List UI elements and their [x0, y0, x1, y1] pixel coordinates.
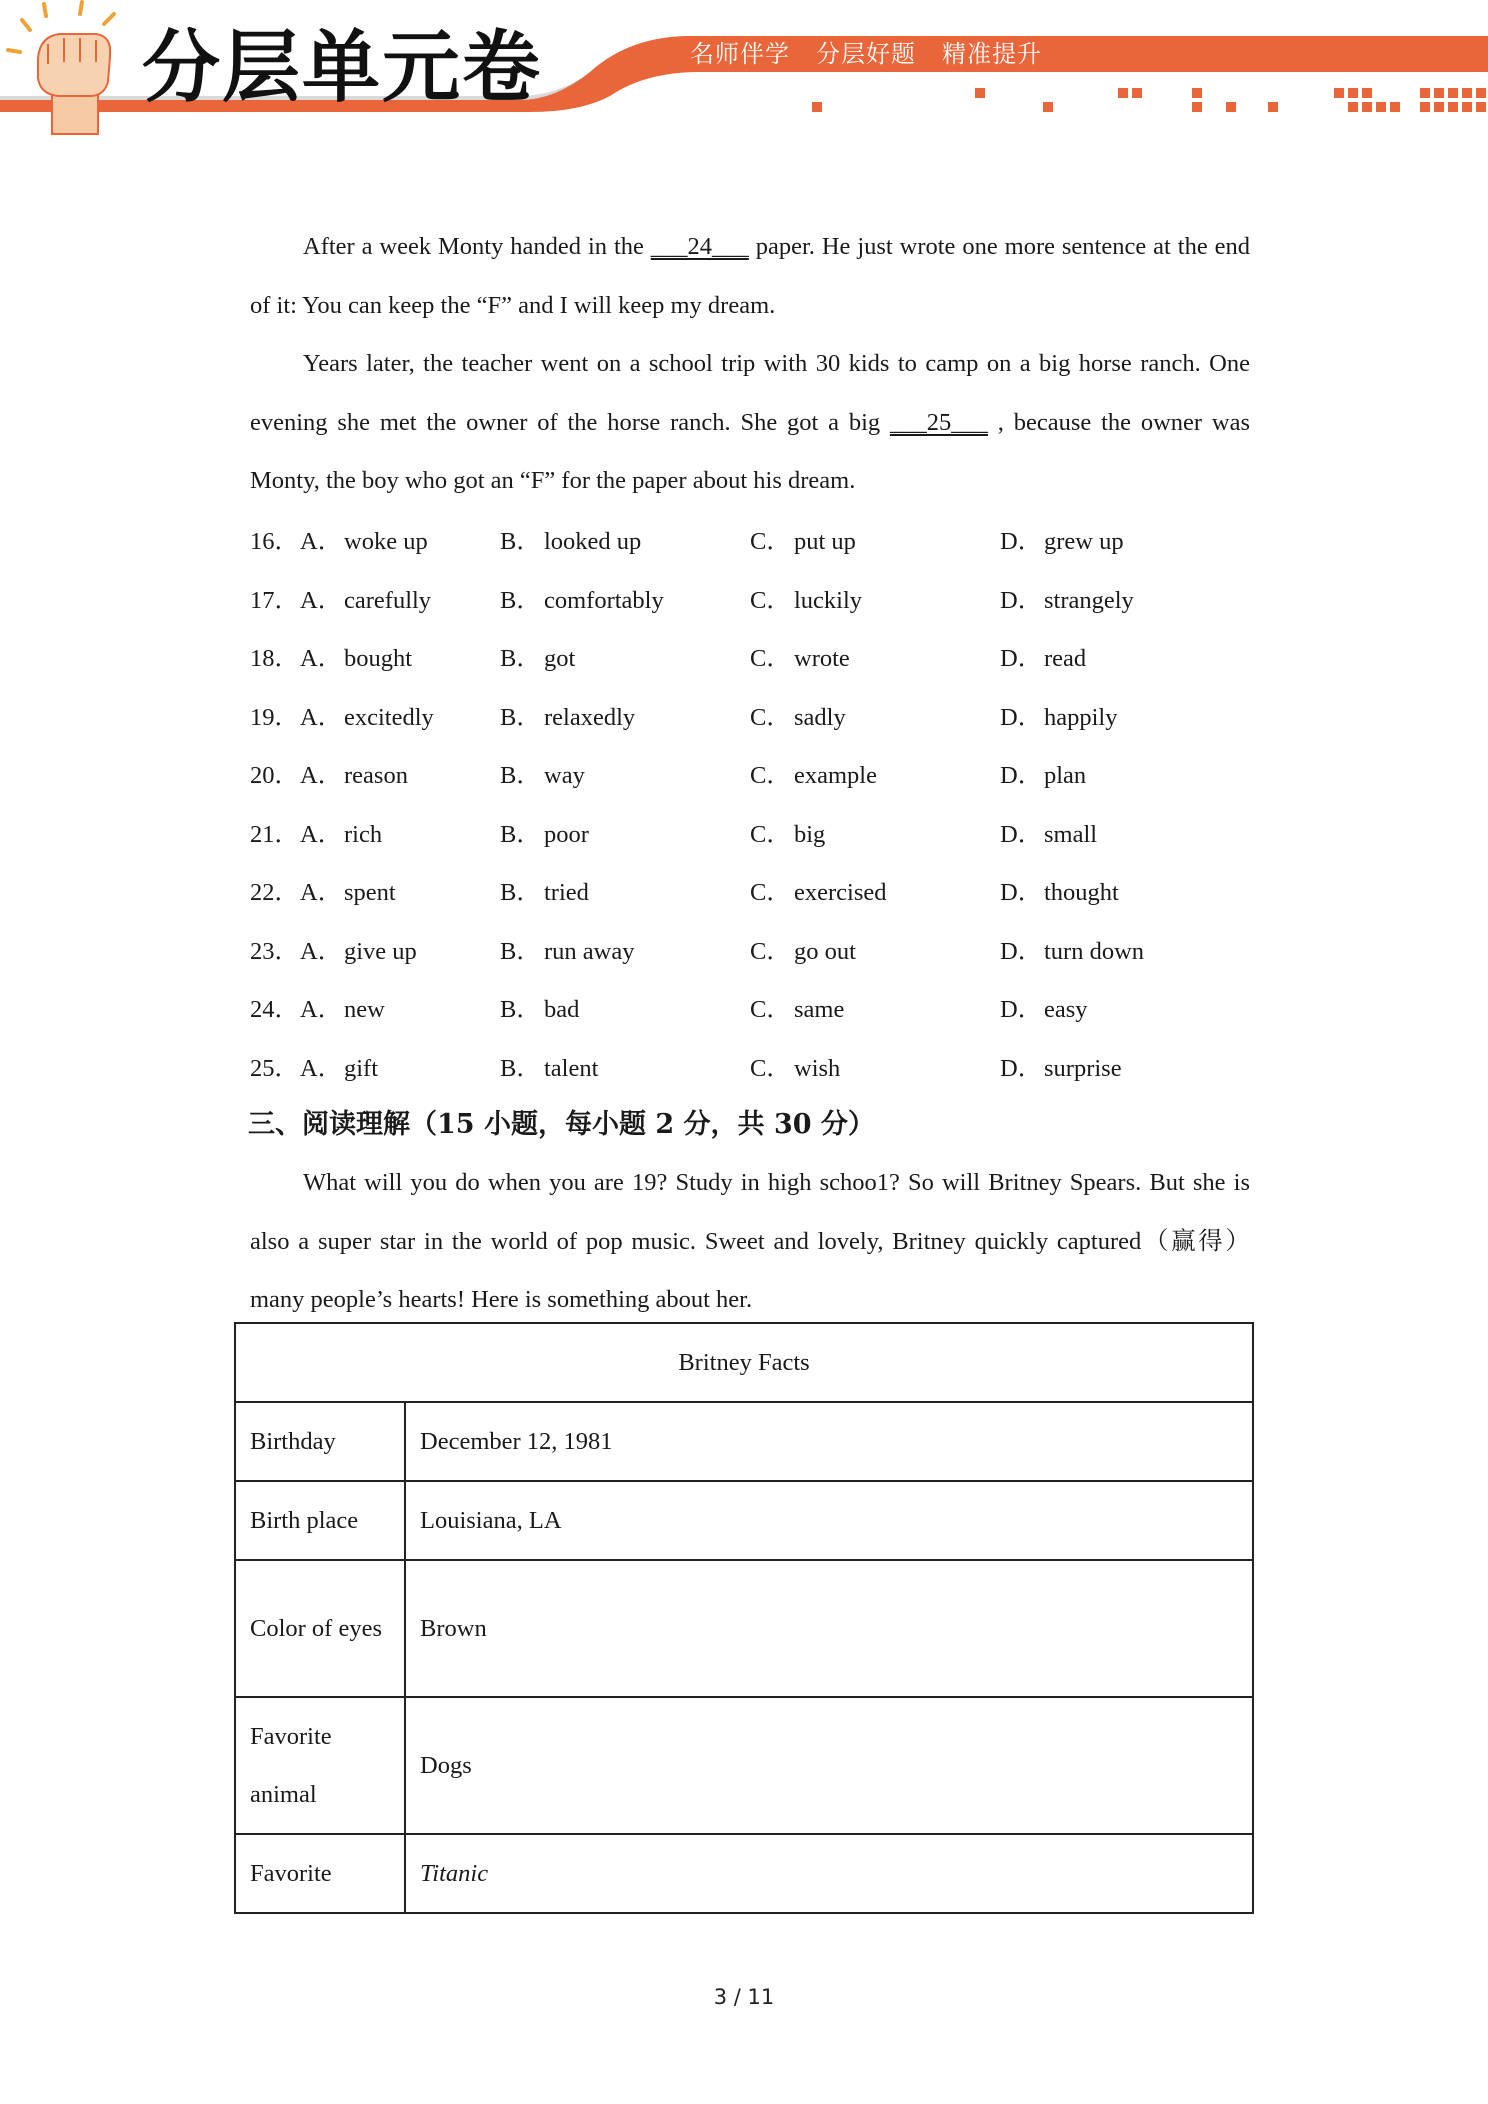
- option-c: [750, 815, 1000, 850]
- option-letter: A．: [300, 703, 343, 731]
- question-number: 21．: [250, 820, 299, 848]
- header-slogan: [690, 34, 1068, 69]
- question-number: 17．: [250, 586, 299, 614]
- reading-intro: What will you do when you are 19? Study in high schoo1? So will Britney Spears. But she is also a super star in the world of pop music. Sweet and lovely, Britney quickly captured（赢得）many people’s hearts! Here is something about her.: [250, 1169, 1250, 1313]
- option-text: same: [794, 996, 845, 1024]
- option-c: [750, 698, 1000, 733]
- option-text: read: [1044, 645, 1087, 673]
- option-letter: B．: [500, 1054, 541, 1082]
- option-letter: A．: [300, 762, 343, 790]
- fact-key: Birth place: [235, 1481, 405, 1560]
- option-letter: C．: [750, 645, 791, 673]
- section-title: 三、阅读理解（15 小题，每小题 2 分，共 30 分）: [248, 1108, 875, 1140]
- page-header: [0, 0, 1488, 140]
- option-text: spent: [344, 879, 396, 907]
- fact-value: Louisiana, LA: [405, 1481, 1253, 1560]
- slogan-item: 名师伴学: [690, 40, 790, 68]
- table-row: [235, 1697, 1253, 1834]
- table-row: [235, 1834, 1253, 1913]
- fact-value: Brown: [405, 1560, 1253, 1697]
- option-letter: C．: [750, 762, 791, 790]
- option-letter: B．: [500, 703, 541, 731]
- option-letter: C．: [750, 586, 791, 614]
- option-d: [1000, 1049, 1250, 1084]
- option-letter: A．: [300, 645, 343, 673]
- option-d: [1000, 990, 1250, 1025]
- question-number: 25．: [250, 1054, 299, 1082]
- option-text: happily: [1044, 703, 1118, 731]
- slogan-item: 精准提升: [942, 40, 1042, 68]
- option-letter: B．: [500, 645, 541, 673]
- option-a: [300, 990, 500, 1025]
- option-a: [300, 698, 500, 733]
- option-c: [750, 581, 1000, 616]
- option-a: [300, 522, 500, 557]
- table-row: [235, 1402, 1253, 1481]
- option-text: way: [544, 762, 585, 790]
- question-row: [250, 803, 1250, 862]
- option-letter: A．: [300, 1054, 343, 1082]
- passage-paragraph: [250, 335, 1250, 511]
- option-letter: C．: [750, 996, 791, 1024]
- option-text: surprise: [1044, 1054, 1122, 1082]
- option-b: [500, 932, 750, 967]
- option-b: [500, 990, 750, 1025]
- option-text: gift: [344, 1054, 379, 1082]
- option-letter: D．: [1000, 645, 1043, 673]
- option-text: big: [794, 820, 826, 848]
- option-text: run away: [544, 937, 635, 965]
- option-d: [1000, 522, 1250, 557]
- option-letter: A．: [300, 937, 343, 965]
- option-a: [300, 639, 500, 674]
- option-letter: B．: [500, 820, 541, 848]
- question-row: [250, 686, 1250, 745]
- option-letter: B．: [500, 996, 541, 1024]
- fact-key: Color of eyes: [235, 1560, 405, 1697]
- option-a: [300, 756, 500, 791]
- facts-table: [234, 1322, 1254, 1914]
- question-number: 20．: [250, 762, 299, 790]
- option-letter: C．: [750, 879, 791, 907]
- option-text: wish: [794, 1054, 841, 1082]
- question-number: 18．: [250, 645, 299, 673]
- option-letter: D．: [1000, 879, 1043, 907]
- option-text: put up: [794, 528, 856, 556]
- option-text: give up: [344, 937, 417, 965]
- option-text: easy: [1044, 996, 1088, 1024]
- option-text: sadly: [794, 703, 846, 731]
- option-d: [1000, 698, 1250, 733]
- text-run: After a week Monty handed in the: [303, 233, 651, 260]
- option-text: grew up: [1044, 528, 1124, 556]
- option-b: [500, 698, 750, 733]
- option-text: looked up: [544, 528, 642, 556]
- question-number: 16．: [250, 528, 299, 556]
- option-text: new: [344, 996, 385, 1024]
- option-letter: A．: [300, 586, 343, 614]
- option-letter: A．: [300, 879, 343, 907]
- option-text: strangely: [1044, 586, 1134, 614]
- table-title: Britney Facts: [235, 1323, 1253, 1402]
- option-letter: B．: [500, 528, 541, 556]
- option-text: bad: [544, 996, 580, 1024]
- option-a: [300, 1049, 500, 1084]
- option-letter: D．: [1000, 996, 1043, 1024]
- blank-24: ___24___: [650, 233, 749, 260]
- option-a: [300, 815, 500, 850]
- option-c: [750, 932, 1000, 967]
- option-text: talent: [544, 1054, 599, 1082]
- option-letter: D．: [1000, 586, 1043, 614]
- brand-title: 分层单元卷: [142, 23, 543, 113]
- option-letter: C．: [750, 528, 791, 556]
- text-run: paper. He just wrote one more sentence at the end of it: You can keep the “F” and I will keep my dream.: [250, 233, 1250, 319]
- question-row: [250, 1037, 1250, 1096]
- option-a: [300, 932, 500, 967]
- question-number: 22．: [250, 879, 299, 907]
- option-c: [750, 639, 1000, 674]
- option-b: [500, 639, 750, 674]
- option-c: [750, 756, 1000, 791]
- option-d: [1000, 756, 1250, 791]
- option-text: poor: [544, 820, 589, 848]
- option-c: [750, 873, 1000, 908]
- option-d: [1000, 815, 1250, 850]
- option-text: plan: [1044, 762, 1087, 790]
- fact-value: December 12, 1981: [405, 1402, 1253, 1481]
- fist-icon: [8, 2, 114, 134]
- question-row: [250, 979, 1250, 1038]
- option-text: turn down: [1044, 937, 1145, 965]
- option-letter: D．: [1000, 937, 1043, 965]
- fact-key: Birthday: [235, 1402, 405, 1481]
- option-letter: C．: [750, 703, 791, 731]
- option-b: [500, 1049, 750, 1084]
- page-number: 3 / 11: [713, 1985, 775, 2009]
- question-row: [250, 862, 1250, 921]
- option-letter: B．: [500, 762, 541, 790]
- option-text: go out: [794, 937, 856, 965]
- option-b: [500, 756, 750, 791]
- table-header-row: [235, 1323, 1253, 1402]
- option-letter: D．: [1000, 820, 1043, 848]
- slogan-item: 分层好题: [816, 40, 916, 68]
- fact-key: Favorite: [235, 1834, 405, 1913]
- table-row: [235, 1560, 1253, 1697]
- option-b: [500, 522, 750, 557]
- question-number: 19．: [250, 703, 299, 731]
- option-text: carefully: [344, 586, 432, 614]
- option-letter: C．: [750, 820, 791, 848]
- option-letter: D．: [1000, 703, 1043, 731]
- question-row: [250, 920, 1250, 979]
- option-text: comfortably: [544, 586, 664, 614]
- page-content: [250, 218, 1250, 1330]
- text-run: , because the owner was Monty, the boy who got an “F” for the paper about his dream.: [250, 408, 1250, 494]
- option-text: excitedly: [344, 703, 434, 731]
- option-b: [500, 815, 750, 850]
- option-text: bought: [344, 645, 413, 673]
- option-letter: A．: [300, 820, 343, 848]
- option-d: [1000, 639, 1250, 674]
- option-letter: D．: [1000, 528, 1043, 556]
- option-text: thought: [1044, 879, 1119, 907]
- question-number: 24．: [250, 996, 299, 1024]
- option-text: reason: [344, 762, 408, 790]
- option-letter: C．: [750, 937, 791, 965]
- option-b: [500, 581, 750, 616]
- blank-25: ___25___: [889, 408, 988, 436]
- option-text: exercised: [794, 879, 887, 907]
- option-d: [1000, 873, 1250, 908]
- option-letter: B．: [500, 879, 541, 907]
- option-text: wrote: [794, 645, 850, 673]
- question-options: [250, 511, 1250, 1096]
- option-text: luckily: [794, 586, 863, 614]
- option-letter: A．: [300, 996, 343, 1024]
- option-text: got: [544, 645, 576, 673]
- passage-paragraph: [250, 218, 1250, 335]
- fact-value: Dogs: [405, 1697, 1253, 1834]
- option-text: woke up: [344, 528, 428, 556]
- fact-value: Titanic: [405, 1834, 1253, 1913]
- option-letter: B．: [500, 937, 541, 965]
- option-text: relaxedly: [544, 703, 636, 731]
- option-text: tried: [544, 879, 589, 907]
- option-letter: D．: [1000, 1054, 1043, 1082]
- option-text: rich: [344, 820, 383, 848]
- option-letter: A．: [300, 528, 343, 556]
- option-d: [1000, 581, 1250, 616]
- question-number: 23．: [250, 937, 299, 965]
- option-text: small: [1044, 820, 1098, 848]
- option-letter: C．: [750, 1054, 791, 1082]
- question-row: [250, 628, 1250, 687]
- option-d: [1000, 932, 1250, 967]
- option-a: [300, 873, 500, 908]
- text-run: Years later, the teacher went on a school trip with 30 kids to camp on a big horse ranch. One evening she met the owner of the horse ranch. She got a big: [250, 350, 1250, 436]
- option-a: [300, 581, 500, 616]
- option-letter: B．: [500, 586, 541, 614]
- question-row: [250, 745, 1250, 804]
- option-text: example: [794, 762, 877, 790]
- fact-key: Favorite animal: [235, 1697, 405, 1834]
- option-c: [750, 990, 1000, 1025]
- option-b: [500, 873, 750, 908]
- option-letter: D．: [1000, 762, 1043, 790]
- option-c: [750, 522, 1000, 557]
- table-row: [235, 1481, 1253, 1560]
- question-row: [250, 569, 1250, 628]
- option-c: [750, 1049, 1000, 1084]
- question-row: [250, 511, 1250, 570]
